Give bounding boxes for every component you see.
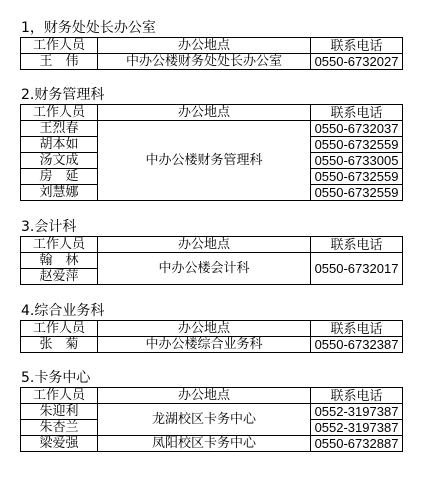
header-staff: 工作人员 — [21, 38, 98, 54]
staff-name: 王 伟 — [21, 54, 98, 70]
section-title-finance-management: 2.财务管理科 — [21, 87, 105, 103]
header-phone: 联系电话 — [311, 105, 403, 121]
table-row — [21, 121, 403, 137]
phone-number: 0552-3197387 — [311, 404, 403, 420]
staff-name: 梁爱强 — [21, 436, 98, 452]
table-finance-management — [20, 104, 403, 201]
staff-name: 胡本如 — [21, 137, 98, 153]
staff-name: 房 延 — [21, 169, 98, 185]
header-staff: 工作人员 — [21, 388, 98, 404]
phone-number: 0550-6732887 — [311, 436, 403, 452]
phone-number: 0550-6732559 — [311, 169, 403, 185]
phone-number: 0550-6732037 — [311, 121, 403, 137]
staff-name: 翰 林 — [21, 253, 98, 269]
office-location: 凤阳校区卡务中心 — [98, 436, 311, 452]
header-staff: 工作人员 — [21, 321, 98, 337]
phone-number: 0552-3197387 — [311, 420, 403, 436]
table-general-business — [20, 320, 403, 353]
table-row — [21, 404, 403, 420]
table-header-row — [21, 105, 403, 121]
section-title-director-office: 1，财务处处长办公室 — [21, 20, 156, 36]
header-phone: 联系电话 — [311, 388, 403, 404]
table-header-row — [21, 388, 403, 404]
header-phone: 联系电话 — [311, 38, 403, 54]
table-row — [21, 337, 403, 353]
section-title-accounting: 3.会计科 — [21, 219, 77, 235]
table-row — [21, 436, 403, 452]
header-phone: 联系电话 — [311, 237, 403, 253]
staff-name: 刘慧娜 — [21, 185, 98, 201]
table-row — [21, 253, 403, 269]
header-location: 办公地点 — [98, 105, 311, 121]
header-location: 办公地点 — [98, 237, 311, 253]
phone-number: 0550-6732559 — [311, 137, 403, 153]
staff-name: 张 菊 — [21, 337, 98, 353]
table-director-office — [20, 37, 403, 70]
header-location: 办公地点 — [98, 38, 311, 54]
header-phone: 联系电话 — [311, 321, 403, 337]
table-header-row — [21, 38, 403, 54]
phone-number: 0550-6732027 — [311, 54, 403, 70]
table-accounting — [20, 236, 403, 285]
office-location: 中办公楼综合业务科 — [98, 337, 311, 353]
header-staff: 工作人员 — [21, 237, 98, 253]
phone-number: 0550-6732387 — [311, 337, 403, 353]
header-location: 办公地点 — [98, 321, 311, 337]
section-title-general-business: 4.综合业务科 — [21, 303, 105, 319]
staff-name: 王烈春 — [21, 121, 98, 137]
table-header-row — [21, 321, 403, 337]
header-location: 办公地点 — [98, 388, 311, 404]
header-staff: 工作人员 — [21, 105, 98, 121]
office-location: 龙湖校区卡务中心 — [98, 404, 311, 436]
table-header-row — [21, 237, 403, 253]
staff-name: 朱迎利 — [21, 404, 98, 420]
staff-name: 朱杏兰 — [21, 420, 98, 436]
phone-number: 0550-6733005 — [311, 153, 403, 169]
table-row — [21, 54, 403, 70]
phone-number: 0550-6732559 — [311, 185, 403, 201]
staff-name: 汤文成 — [21, 153, 98, 169]
table-card-center — [20, 387, 403, 452]
phone-number: 0550-6732017 — [311, 253, 403, 285]
office-location: 中办公楼会计科 — [98, 253, 311, 285]
staff-name: 赵爱萍 — [21, 269, 98, 285]
office-location: 中办公楼财务处处长办公室 — [98, 54, 311, 70]
section-title-card-center: 5.卡务中心 — [21, 370, 91, 386]
office-location: 中办公楼财务管理科 — [98, 121, 311, 201]
